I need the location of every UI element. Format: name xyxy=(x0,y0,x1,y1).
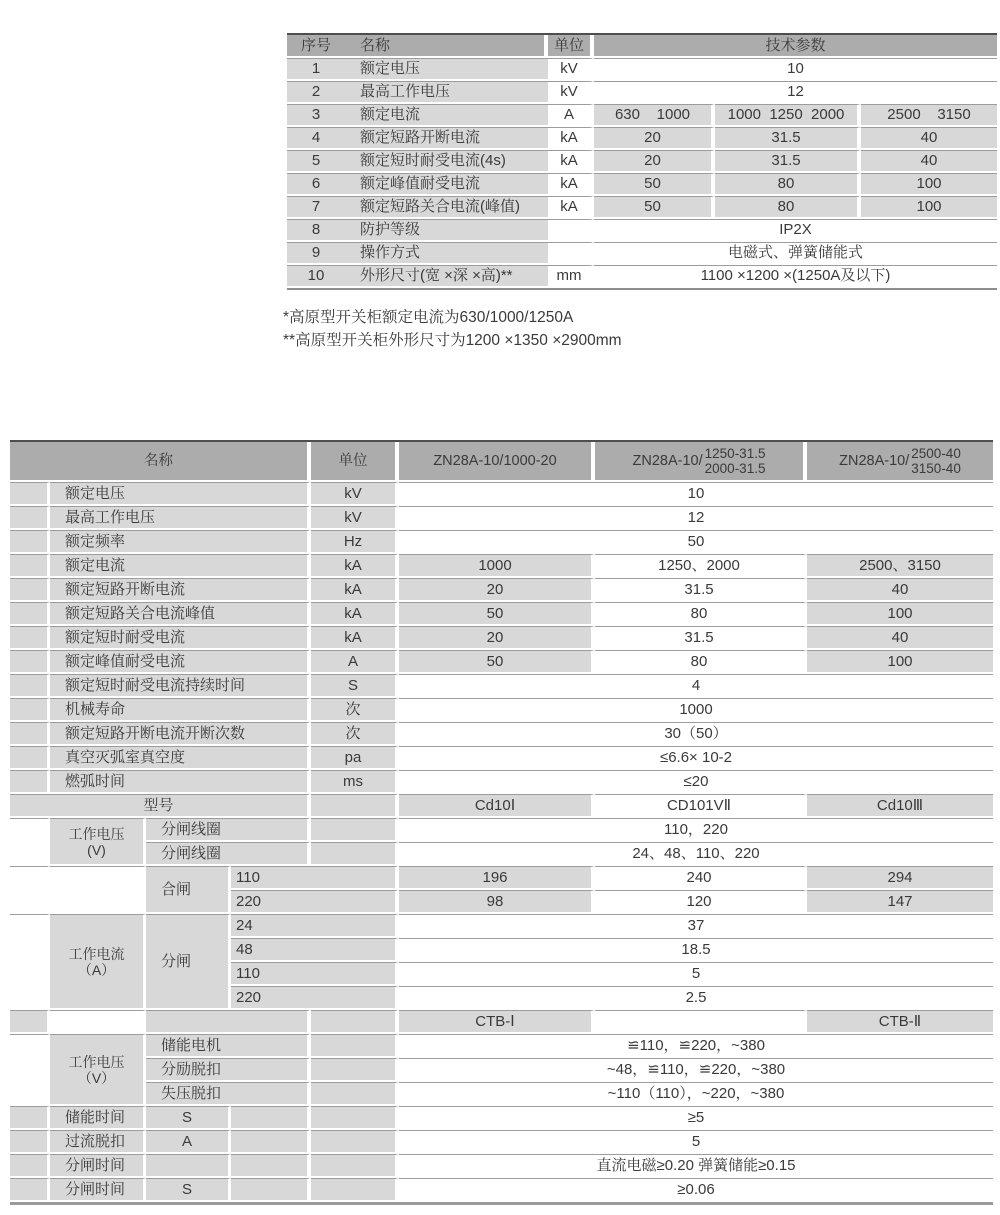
strip-cell xyxy=(10,722,50,746)
table-row xyxy=(10,698,993,722)
table-row xyxy=(10,650,993,674)
table-row xyxy=(10,1178,993,1202)
spec-label-cell: 真空灭弧室真空度 xyxy=(50,746,311,770)
table-row xyxy=(287,81,997,104)
spec-key-cell: 220 xyxy=(231,986,311,1010)
spec-value-cell: 100 xyxy=(807,650,993,674)
spec-value-cell: 1000 xyxy=(399,554,595,578)
spec-unit-cell xyxy=(311,1106,399,1130)
header-model-2 xyxy=(595,442,807,482)
spec-unit-cell xyxy=(311,914,399,938)
spec-value-cell: 1250、2000 xyxy=(595,554,807,578)
strip-cell xyxy=(10,746,50,770)
spec-unit-cell xyxy=(311,866,399,890)
spec-key-cell: 24 xyxy=(231,914,311,938)
spec-label-cell: 过流脱扣 xyxy=(50,1130,146,1154)
row-no-cell: 3 xyxy=(287,104,345,127)
spec-label-cell: 最高工作电压 xyxy=(50,506,311,530)
spec-key-cell: 110 xyxy=(231,962,311,986)
spec-value-cell: 24、48、110、220 xyxy=(399,842,993,866)
row-value-cell: 100 xyxy=(861,173,997,196)
strip-cell xyxy=(10,914,50,1010)
spec-sub-cell: 储能电机 xyxy=(146,1034,311,1058)
row-unit-cell: kV xyxy=(548,58,594,81)
strip-cell xyxy=(10,698,50,722)
row-no-cell: 9 xyxy=(287,242,345,265)
spec-value-cell: 5 xyxy=(399,962,993,986)
table-row xyxy=(287,150,997,173)
row-unit-cell: kA xyxy=(548,196,594,219)
spec-value-cell: 12 xyxy=(399,506,993,530)
model-variant: 3150-40 xyxy=(911,461,961,476)
spec-sub-cell: 分闸线圈 xyxy=(146,842,311,866)
table-row xyxy=(10,530,993,554)
model-variants xyxy=(911,446,961,476)
spec-unit-cell: ms xyxy=(311,770,399,794)
spec-label-cell: 燃弧时间 xyxy=(50,770,311,794)
spec-value-cell: 10 xyxy=(399,482,993,506)
row-unit-cell: A xyxy=(548,104,594,127)
spec-table xyxy=(10,440,993,1205)
table-row xyxy=(287,58,997,81)
table-row xyxy=(10,1058,993,1082)
spec-unitkey-cell: S xyxy=(146,1178,231,1202)
table-row xyxy=(287,242,997,265)
footnotes xyxy=(283,306,622,352)
row-no-cell: 6 xyxy=(287,173,345,196)
spec-value-cell: 50 xyxy=(399,650,595,674)
header-unit: 单位 xyxy=(311,442,399,482)
model-variant: 1250-31.5 xyxy=(704,446,766,461)
header-model-3 xyxy=(807,442,993,482)
spec-value-cell: 20 xyxy=(399,626,595,650)
spec-value-cell: 30（50） xyxy=(399,722,993,746)
spec-value-cell: 120 xyxy=(595,890,807,914)
spec-sub-cell: 分闸线圈 xyxy=(146,818,311,842)
spec-label-cell: 额定电流 xyxy=(50,554,311,578)
spec-sub-cell xyxy=(146,1010,311,1034)
strip-cell xyxy=(10,770,50,794)
spec-group-cell xyxy=(50,866,146,914)
group-label-line: (V) xyxy=(87,841,106,858)
spec-value-cell: 80 xyxy=(595,602,807,626)
spec-value-cell: 40 xyxy=(807,626,993,650)
table-row xyxy=(10,602,993,626)
spec-table-section xyxy=(10,440,993,1205)
table-row xyxy=(287,265,997,288)
ratings-table-header xyxy=(287,35,997,58)
spec-pad-cell xyxy=(231,1154,311,1178)
row-value-cell: 20 xyxy=(594,127,715,150)
strip-cell xyxy=(10,818,50,866)
spec-unit-cell: kV xyxy=(311,506,399,530)
row-name-cell: 额定短路开断电流 xyxy=(345,127,548,150)
table-row xyxy=(10,1010,993,1034)
row-name-cell: 操作方式 xyxy=(345,242,548,265)
row-value-cell: 12 xyxy=(594,81,997,104)
spec-value-cell: 2500、3150 xyxy=(807,554,993,578)
spec-value-cell: 2.5 xyxy=(399,986,993,1010)
spec-unit-cell: S xyxy=(311,674,399,698)
row-value-cell: 50 xyxy=(594,173,715,196)
spec-label-cell: 额定短路开断电流开断次数 xyxy=(50,722,311,746)
table-row xyxy=(10,842,993,866)
row-value-cell: 1000 1250 2000 xyxy=(715,104,861,127)
spec-unitkey-cell: A xyxy=(146,1130,231,1154)
row-unit-cell: kA xyxy=(548,127,594,150)
spec-label-cell: 额定频率 xyxy=(50,530,311,554)
spec-value-cell: Cd10Ⅰ xyxy=(399,794,595,818)
table-row xyxy=(287,219,997,242)
row-unit-cell xyxy=(548,242,594,265)
spec-value-cell: 直流电磁≥0.20 弹簧储能≥0.15 xyxy=(399,1154,993,1178)
spec-value-cell: ≤20 xyxy=(399,770,993,794)
spec-value-cell: ≥5 xyxy=(399,1106,993,1130)
spec-unit-cell: A xyxy=(311,650,399,674)
spec-value-cell: 50 xyxy=(399,530,993,554)
spec-unit-cell xyxy=(311,842,399,866)
spec-key-cell: 110 xyxy=(231,866,311,890)
table-row xyxy=(10,818,993,842)
row-value-cell: 40 xyxy=(861,127,997,150)
header-name: 名称 xyxy=(10,442,311,482)
row-name-cell: 最高工作电压 xyxy=(345,81,548,104)
spec-label-cell: 额定短路开断电流 xyxy=(50,578,311,602)
spec-value-cell: ~110（110），~220，~380 xyxy=(399,1082,993,1106)
row-value-cell: 50 xyxy=(594,196,715,219)
spec-key-cell: 48 xyxy=(231,938,311,962)
group-label-line: （A） xyxy=(77,961,116,978)
spec-group-cell xyxy=(50,914,146,1010)
row-value-cell: 40 xyxy=(861,150,997,173)
row-unit-cell xyxy=(548,219,594,242)
spec-value-cell: 20 xyxy=(399,578,595,602)
spec-unit-cell xyxy=(311,938,399,962)
table-row xyxy=(10,506,993,530)
row-name-cell: 额定短路关合电流(峰值) xyxy=(345,196,548,219)
spec-group-cell xyxy=(50,1034,146,1106)
ratings-table-body xyxy=(287,58,997,288)
spec-unit-cell xyxy=(311,818,399,842)
group-label-line: 工作电压 xyxy=(68,825,125,842)
header-row xyxy=(287,35,997,58)
spec-unit-cell xyxy=(311,1010,399,1034)
strip-cell xyxy=(10,650,50,674)
row-unit-cell: kA xyxy=(548,150,594,173)
table-row xyxy=(10,626,993,650)
row-name-cell: 额定峰值耐受电流 xyxy=(345,173,548,196)
strip-cell xyxy=(10,674,50,698)
row-name-cell: 额定短时耐受电流(4s) xyxy=(345,150,548,173)
row-value-cell: 电磁式、弹簧储能式 xyxy=(594,242,997,265)
table-row xyxy=(10,674,993,698)
spec-value-cell: 31.5 xyxy=(595,626,807,650)
row-value-cell: IP2X xyxy=(594,219,997,242)
spec-value-cell: 196 xyxy=(399,866,595,890)
spec-unit-cell xyxy=(311,986,399,1010)
strip-cell xyxy=(10,482,50,506)
row-no-cell: 2 xyxy=(287,81,345,104)
row-no-cell: 5 xyxy=(287,150,345,173)
spec-unit-cell: Hz xyxy=(311,530,399,554)
spec-value-cell: 100 xyxy=(807,602,993,626)
spec-unit-cell: 次 xyxy=(311,698,399,722)
spec-unit-cell: 次 xyxy=(311,722,399,746)
spec-unit-cell: kA xyxy=(311,578,399,602)
spec-unit-cell: pa xyxy=(311,746,399,770)
row-no-cell: 4 xyxy=(287,127,345,150)
spec-value-cell: ≥0.06 xyxy=(399,1178,993,1202)
row-name-cell: 额定电流 xyxy=(345,104,548,127)
row-no-cell: 1 xyxy=(287,58,345,81)
table-row xyxy=(10,746,993,770)
spec-label-cell: 额定峰值耐受电流 xyxy=(50,650,311,674)
spec-unit-cell: kA xyxy=(311,554,399,578)
header-row xyxy=(10,442,993,482)
spec-value-cell: CTB-Ⅰ xyxy=(399,1010,595,1034)
table-row xyxy=(10,794,993,818)
spec-value-cell: 4 xyxy=(399,674,993,698)
table-row xyxy=(10,482,993,506)
spec-unit-cell xyxy=(311,1130,399,1154)
strip-cell xyxy=(10,506,50,530)
table-row xyxy=(10,914,993,938)
row-no-cell: 7 xyxy=(287,196,345,219)
row-unit-cell: kV xyxy=(548,81,594,104)
spec-unit-cell xyxy=(311,1058,399,1082)
row-name-cell: 额定电压 xyxy=(345,58,548,81)
table-row xyxy=(10,554,993,578)
spec-pad-cell xyxy=(231,1130,311,1154)
strip-cell xyxy=(10,626,50,650)
spec-unitkey-cell xyxy=(146,1154,231,1178)
spec-unit-cell: kA xyxy=(311,602,399,626)
spec-sub-cell: 合闸 xyxy=(146,866,231,914)
row-value-cell: 2500 3150 xyxy=(861,104,997,127)
spec-group-cell xyxy=(50,1010,146,1034)
spec-value-cell: ≌110，≌220，~380 xyxy=(399,1034,993,1058)
model-3-name xyxy=(807,446,993,476)
spec-sub-cell: 分闸 xyxy=(146,914,231,1010)
table-row xyxy=(10,1034,993,1058)
strip-cell xyxy=(10,1154,50,1178)
spec-group-cell xyxy=(50,818,146,866)
model-variant: 2500-40 xyxy=(911,446,961,461)
group-label-line: 工作电压 xyxy=(68,1053,125,1070)
row-value-cell: 100 xyxy=(861,196,997,219)
spec-value-cell: Cd10Ⅲ xyxy=(807,794,993,818)
spec-pad-cell xyxy=(231,1178,311,1202)
spec-unit-cell xyxy=(311,794,399,818)
spec-value-cell: 18.5 xyxy=(399,938,993,962)
table-row xyxy=(10,1154,993,1178)
spec-unit-cell xyxy=(311,1154,399,1178)
spec-value-cell: 40 xyxy=(807,578,993,602)
table-row xyxy=(10,1082,993,1106)
spec-table-body xyxy=(10,482,993,1202)
spec-value-cell: CD101VⅡ xyxy=(595,794,807,818)
spec-unit-cell xyxy=(311,1082,399,1106)
footnote-line: **高原型开关柜外形尺寸为1200 ×1350 ×2900mm xyxy=(283,332,622,349)
table-row xyxy=(287,173,997,196)
strip-cell xyxy=(10,578,50,602)
footnote-line: *高原型开关柜额定电流为630/1000/1250A xyxy=(283,309,574,326)
spec-label-cell: 储能时间 xyxy=(50,1106,146,1130)
spec-unit-cell xyxy=(311,890,399,914)
spec-value-cell: 50 xyxy=(399,602,595,626)
row-value-cell: 80 xyxy=(715,173,861,196)
table-row xyxy=(10,866,993,890)
spec-value-cell: 240 xyxy=(595,866,807,890)
spec-unit-cell xyxy=(311,1034,399,1058)
row-no-cell: 8 xyxy=(287,219,345,242)
header-model-1: ZN28A-10/1000-20 xyxy=(399,442,595,482)
header-unit: 单位 xyxy=(548,35,594,58)
group-label-line: 工作电流 xyxy=(68,945,125,962)
group-label-line: （V） xyxy=(77,1069,116,1086)
ratings-table xyxy=(287,33,997,290)
spec-value-cell xyxy=(595,1010,807,1034)
header-name: 名称 xyxy=(345,35,548,58)
table-row xyxy=(287,104,997,127)
row-value-cell: 630 1000 xyxy=(594,104,715,127)
row-value-cell: 20 xyxy=(594,150,715,173)
strip-cell xyxy=(10,530,50,554)
spec-unit-cell: kA xyxy=(311,626,399,650)
spec-unit-cell: kV xyxy=(311,482,399,506)
spec-value-cell: 294 xyxy=(807,866,993,890)
row-name-cell: 防护等级 xyxy=(345,219,548,242)
spec-label-cell: 分闸时间 xyxy=(50,1178,146,1202)
spec-table-header xyxy=(10,442,993,482)
strip-cell xyxy=(10,866,50,914)
row-name-cell: 外形尺寸(宽 ×深 ×高)** xyxy=(345,265,548,288)
model-prefix: ZN28A-10/ xyxy=(632,452,703,469)
spec-sub-cell: 失压脱扣 xyxy=(146,1082,311,1106)
spec-value-cell: 98 xyxy=(399,890,595,914)
spec-value-cell: 80 xyxy=(595,650,807,674)
strip-cell xyxy=(10,1178,50,1202)
row-value-cell: 1100 ×1200 ×(1250A及以下) xyxy=(594,265,997,288)
ratings-table-section xyxy=(287,33,997,290)
strip-cell xyxy=(10,1106,50,1130)
header-no: 序号 xyxy=(287,35,345,58)
table-row xyxy=(287,127,997,150)
spec-unit-cell xyxy=(311,962,399,986)
spec-label-cell: 分闸时间 xyxy=(50,1154,146,1178)
spec-value-cell: 31.5 xyxy=(595,578,807,602)
spec-unit-cell xyxy=(311,1178,399,1202)
spec-label-cell: 型号 xyxy=(10,794,311,818)
row-no-cell: 10 xyxy=(287,265,345,288)
strip-cell xyxy=(10,1010,50,1034)
model-variant: 2000-31.5 xyxy=(704,461,766,476)
row-unit-cell: kA xyxy=(548,173,594,196)
spec-key-cell: 220 xyxy=(231,890,311,914)
model-variants xyxy=(705,446,766,476)
spec-value-cell: 110，220 xyxy=(399,818,993,842)
strip-cell xyxy=(10,554,50,578)
row-value-cell: 80 xyxy=(715,196,861,219)
table-row xyxy=(10,722,993,746)
table-row xyxy=(287,196,997,219)
spec-pad-cell xyxy=(231,1106,311,1130)
spec-value-cell: 5 xyxy=(399,1130,993,1154)
header-params: 技术参数 xyxy=(594,35,997,58)
spec-value-cell: 147 xyxy=(807,890,993,914)
spec-value-cell: 1000 xyxy=(399,698,993,722)
strip-cell xyxy=(10,602,50,626)
row-value-cell: 31.5 xyxy=(715,150,861,173)
spec-label-cell: 机械寿命 xyxy=(50,698,311,722)
table-row xyxy=(10,1130,993,1154)
spec-value-cell: CTB-Ⅱ xyxy=(807,1010,993,1034)
table-row xyxy=(10,1106,993,1130)
spec-label-cell: 额定短时耐受电流持续时间 xyxy=(50,674,311,698)
spec-value-cell: ~48，≌110，≌220，~380 xyxy=(399,1058,993,1082)
spec-label-cell: 额定电压 xyxy=(50,482,311,506)
strip-cell xyxy=(10,1130,50,1154)
table-row xyxy=(10,770,993,794)
table-row xyxy=(10,578,993,602)
model-2-name xyxy=(595,446,803,476)
spec-value-cell: 37 xyxy=(399,914,993,938)
spec-label-cell: 额定短路关合电流峰值 xyxy=(50,602,311,626)
model-prefix: ZN28A-10/ xyxy=(839,452,910,469)
spec-label-cell: 额定短时耐受电流 xyxy=(50,626,311,650)
spec-sub-cell: 分励脱扣 xyxy=(146,1058,311,1082)
row-value-cell: 31.5 xyxy=(715,127,861,150)
row-value-cell: 10 xyxy=(594,58,997,81)
strip-cell xyxy=(10,1034,50,1106)
spec-value-cell: ≤6.6× 10-2 xyxy=(399,746,993,770)
row-unit-cell: mm xyxy=(548,265,594,288)
spec-unitkey-cell: S xyxy=(146,1106,231,1130)
